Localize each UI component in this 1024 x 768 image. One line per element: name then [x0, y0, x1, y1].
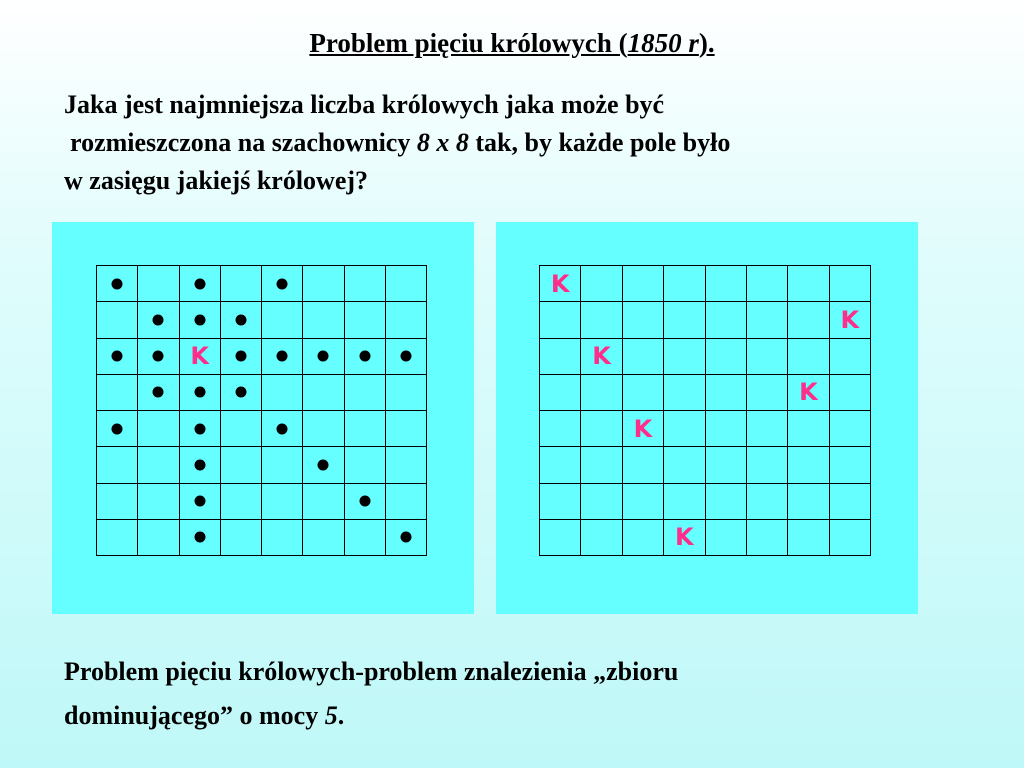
board-square [303, 484, 344, 520]
attacked-square-dot [400, 532, 411, 543]
board-square [221, 375, 262, 411]
board-square [97, 484, 138, 520]
board-square [180, 411, 221, 447]
board-square [706, 520, 747, 556]
board-square [180, 266, 221, 302]
board-square [747, 266, 788, 302]
attacked-square-dot [277, 423, 288, 434]
board-square [303, 302, 344, 338]
board-square [303, 447, 344, 483]
title-close: ). [698, 28, 715, 58]
queen-marker: K [633, 414, 653, 443]
board-square [221, 302, 262, 338]
attacked-square-dot [194, 459, 205, 470]
queen-marker: K [840, 305, 860, 334]
board-square [747, 520, 788, 556]
board-square [623, 339, 664, 375]
board-square [345, 339, 386, 375]
board-square [581, 484, 622, 520]
attacked-square-dot [112, 278, 123, 289]
board-square [97, 302, 138, 338]
slide-title [0, 28, 1024, 59]
board-square [830, 484, 871, 520]
left-chessboard [96, 265, 427, 556]
board-square [581, 339, 622, 375]
board-square [747, 411, 788, 447]
board-square [138, 339, 179, 375]
board-square [262, 447, 303, 483]
attacked-square-dot [194, 423, 205, 434]
board-square [706, 302, 747, 338]
attacked-square-dot [112, 351, 123, 362]
attacked-square-dot [235, 351, 246, 362]
attacked-square-dot [194, 387, 205, 398]
board-square [706, 447, 747, 483]
conclusion-line-2c: . [337, 701, 345, 730]
board-square [540, 411, 581, 447]
board-square [664, 266, 705, 302]
board-square [581, 447, 622, 483]
board-square [345, 266, 386, 302]
attacked-square-dot [112, 423, 123, 434]
board-square [830, 339, 871, 375]
board-square [97, 411, 138, 447]
board-square [303, 339, 344, 375]
question-line-2c: tak, by każde pole było [468, 128, 731, 157]
board-square [623, 447, 664, 483]
board-square [138, 411, 179, 447]
board-square [97, 339, 138, 375]
board-square [623, 375, 664, 411]
attacked-square-dot [235, 314, 246, 325]
board-square [788, 520, 829, 556]
board-square [138, 484, 179, 520]
board-square [706, 411, 747, 447]
conclusion-text [64, 650, 964, 738]
board-square [221, 411, 262, 447]
board-square [138, 302, 179, 338]
question-line-2a: rozmieszczona na szachownicy [70, 128, 417, 157]
board-square [262, 339, 303, 375]
board-square [345, 302, 386, 338]
board-square [623, 266, 664, 302]
board-square [706, 375, 747, 411]
title-text: Problem pięciu królowych ( [309, 28, 628, 58]
board-square [303, 266, 344, 302]
board-square [830, 447, 871, 483]
board-square [345, 484, 386, 520]
attacked-square-dot [153, 387, 164, 398]
board-square [540, 375, 581, 411]
board-square [386, 266, 427, 302]
board-square [747, 339, 788, 375]
question-line-3: w zasięgu jakiejś królowej? [64, 166, 369, 195]
board-square [262, 302, 303, 338]
board-square [97, 447, 138, 483]
attacked-square-dot [318, 459, 329, 470]
board-square [830, 375, 871, 411]
right-chessboard [539, 265, 871, 556]
question-text [64, 86, 964, 200]
board-square [262, 266, 303, 302]
queen-marker: K [675, 523, 694, 552]
attacked-square-dot [277, 351, 288, 362]
attacked-square-dot [359, 351, 370, 362]
board-square [180, 339, 221, 375]
conclusion-line-2a: dominującego” o mocy [64, 701, 325, 730]
board-square [138, 520, 179, 556]
board-square [180, 302, 221, 338]
board-square [540, 484, 581, 520]
board-square [386, 375, 427, 411]
board-square [830, 411, 871, 447]
conclusion-line-1: Problem pięciu królowych-problem znalezienia „zbioru [64, 657, 679, 686]
board-square [345, 447, 386, 483]
left-panel [52, 222, 474, 614]
board-square [706, 484, 747, 520]
board-square [540, 339, 581, 375]
board-square [345, 411, 386, 447]
board-square [747, 484, 788, 520]
board-square [540, 447, 581, 483]
queen-marker: K [799, 378, 818, 407]
board-square [540, 302, 581, 338]
board-square [830, 302, 871, 338]
board-square [623, 411, 664, 447]
board-square [788, 484, 829, 520]
board-square [664, 339, 705, 375]
board-square [664, 520, 705, 556]
domination-number: 5 [324, 701, 338, 730]
board-square [386, 302, 427, 338]
board-square [221, 484, 262, 520]
attacked-square-dot [194, 278, 205, 289]
conclusion-line-2 [64, 694, 964, 738]
board-square [747, 375, 788, 411]
board-square [623, 484, 664, 520]
board-square [303, 520, 344, 556]
board-square [386, 339, 427, 375]
board-square [221, 520, 262, 556]
attacked-square-dot [194, 496, 205, 507]
board-square [830, 520, 871, 556]
board-square [540, 266, 581, 302]
board-square [540, 520, 581, 556]
board-square [706, 339, 747, 375]
queen-marker: K [550, 269, 570, 298]
board-square [180, 375, 221, 411]
board-square [386, 520, 427, 556]
board-size-text: 8 x 8 [416, 128, 469, 157]
board-square [788, 447, 829, 483]
board-square [262, 375, 303, 411]
board-square [262, 484, 303, 520]
board-square [664, 447, 705, 483]
board-square [97, 520, 138, 556]
board-square [788, 411, 829, 447]
board-square [303, 375, 344, 411]
board-square [664, 484, 705, 520]
board-square [345, 520, 386, 556]
board-square [664, 375, 705, 411]
board-square [221, 266, 262, 302]
attacked-square-dot [235, 387, 246, 398]
board-square [788, 339, 829, 375]
board-square [747, 447, 788, 483]
board-square [581, 411, 622, 447]
queen-marker: K [190, 342, 209, 371]
board-square [581, 266, 622, 302]
board-square [581, 375, 622, 411]
attacked-square-dot [400, 351, 411, 362]
board-square [138, 447, 179, 483]
board-square [747, 302, 788, 338]
board-square [830, 266, 871, 302]
attacked-square-dot [359, 496, 370, 507]
board-square [97, 266, 138, 302]
question-line-2 [64, 124, 964, 162]
attacked-square-dot [318, 351, 329, 362]
board-square [138, 266, 179, 302]
attacked-square-dot [277, 278, 288, 289]
board-square [386, 411, 427, 447]
board-square [386, 484, 427, 520]
board-square [623, 520, 664, 556]
board-square [788, 375, 829, 411]
board-square [664, 411, 705, 447]
board-square [180, 447, 221, 483]
board-square [664, 302, 705, 338]
board-square [788, 266, 829, 302]
right-panel [496, 222, 918, 614]
board-square [180, 520, 221, 556]
attacked-square-dot [194, 314, 205, 325]
board-square [581, 302, 622, 338]
board-square [706, 266, 747, 302]
attacked-square-dot [153, 314, 164, 325]
board-square [788, 302, 829, 338]
attacked-square-dot [194, 532, 205, 543]
attacked-square-dot [153, 351, 164, 362]
board-square [221, 447, 262, 483]
board-square [221, 339, 262, 375]
board-square [345, 375, 386, 411]
queen-marker: K [592, 342, 611, 371]
board-square [386, 447, 427, 483]
board-square [581, 520, 622, 556]
board-square [180, 484, 221, 520]
board-square [262, 411, 303, 447]
title-year: 1850 r [627, 28, 699, 58]
question-line-1: Jaka jest najmniejsza liczba królowych jaka może być [64, 90, 665, 119]
board-square [97, 375, 138, 411]
board-square [303, 411, 344, 447]
board-square [138, 375, 179, 411]
board-square [623, 302, 664, 338]
board-square [262, 520, 303, 556]
